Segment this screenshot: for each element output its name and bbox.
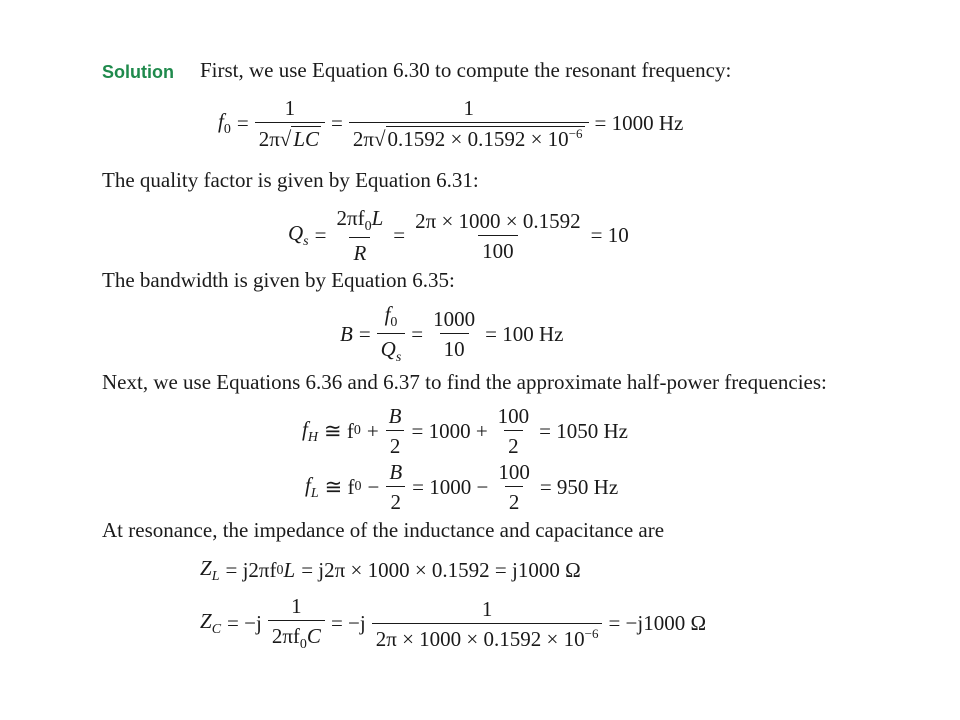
equation-upper-half-power: $f_H$ ≅ f 0 + $\frac{B}{2}$ = 1000 + $\frac{100}{2}$ = 1050 Hz <box>302 404 629 459</box>
equation-quality-factor: $Q_s$ = $\frac{2\pi f_0L}{R}$ = $\frac{2\pi \times 1000 \times 0.1592}{100}$ = 10 <box>288 206 629 266</box>
half-power-text: Next, we use Equations 6.36 and 6.37 to find the approximate half-power frequencies: <box>102 370 827 394</box>
eq2-lhs: $Q_s$ <box>288 221 309 250</box>
eq4-lhs: $f_H$ <box>302 416 318 445</box>
eq1-lhs: $f_0$ <box>218 109 231 138</box>
eq4-result: = 1050 Hz <box>539 418 629 443</box>
eq5-fraction-2: $\frac{100}{2}$ <box>498 460 530 515</box>
eq5-fraction-1: $\frac{B}{2}$ <box>385 460 406 514</box>
solution-label: Solution <box>102 62 174 82</box>
eq6-result: = j2π × 1000 × 0.1592 = j1000 Ω <box>301 558 581 583</box>
eq7-fraction-1: $\frac{1}{2\pi f_0C}$ <box>268 594 325 653</box>
eq2-fraction-1: $\frac{2\pi f_0L}{R}$ <box>336 206 384 266</box>
eq3-result: = 100 Hz <box>485 321 564 346</box>
impedance-text: At resonance, the impedance of the inductance and capacitance are <box>102 518 665 542</box>
eq3-fraction-2: $\frac{1000}{10}$ <box>433 307 476 362</box>
eq6-lhs: $Z_L$ <box>200 556 220 585</box>
eq7-lhs: $Z_C$ <box>200 609 222 638</box>
eq1-fraction-2: 1 2π√ $0.1592 \times 0.1592 \times 10^{-6}$ <box>349 96 589 151</box>
eq1-fraction-1: 1 2π√ LC <box>255 96 325 151</box>
eq7-result: = −j1000 Ω <box>608 611 707 636</box>
eq2-fraction-2: $\frac{2\pi \times 1000 \times 0.1592}{100}$ <box>415 208 581 263</box>
equation-bandwidth: B = $\frac{f_0}{Q_s}$ = $\frac{1000}{10}$ = 100 Hz <box>340 302 564 366</box>
eq2-result: = 10 <box>590 223 629 248</box>
bandwidth-text: The bandwidth is given by Equation 6.35: <box>102 268 455 292</box>
eq4-fraction-2: $\frac{100}{2}$ <box>497 404 530 459</box>
equation-resonant-frequency: $f_0$ = 1 2π√ LC = 1 2π√ $0.1592 \times 0.1592 \times 10^{-6}$ = 1000 Hz <box>218 96 684 152</box>
equation-lower-half-power: $f_L$ ≅ f 0 − $\frac{B}{2}$ = 1000 − $\frac{100}{2}$ = 950 Hz <box>305 460 619 515</box>
eq3-lhs: B <box>340 321 353 346</box>
eq3-fraction-1: $\frac{f_0}{Q_s}$ <box>377 302 406 367</box>
eq5-lhs: $f_L$ <box>305 472 319 501</box>
equation-inductive-impedance: $Z_L$ = j2πf 0 L = j2π × 1000 × 0.1592 = j1000 Ω <box>200 556 581 585</box>
equation-capacitive-impedance: $Z_C$ = −j $\frac{1}{2\pi f_0C}$ = −j $\frac{1}{2\pi \times 1000 \times 0.1592 \times 10^{-6}}$ = −j1000 Ω <box>200 594 707 653</box>
eq1-result: = 1000 Hz <box>594 111 684 136</box>
eq4-fraction-1: $\frac{B}{2}$ <box>385 404 406 458</box>
quality-factor-text: The quality factor is given by Equation 6.31: <box>102 168 479 192</box>
eq7-fraction-2: $\frac{1}{2\pi \times 1000 \times 0.1592 \times 10^{-6}}$ <box>372 597 603 651</box>
intro-text: First, we use Equation 6.30 to compute the resonant frequency: <box>200 58 732 82</box>
eq5-result: = 950 Hz <box>539 474 619 499</box>
